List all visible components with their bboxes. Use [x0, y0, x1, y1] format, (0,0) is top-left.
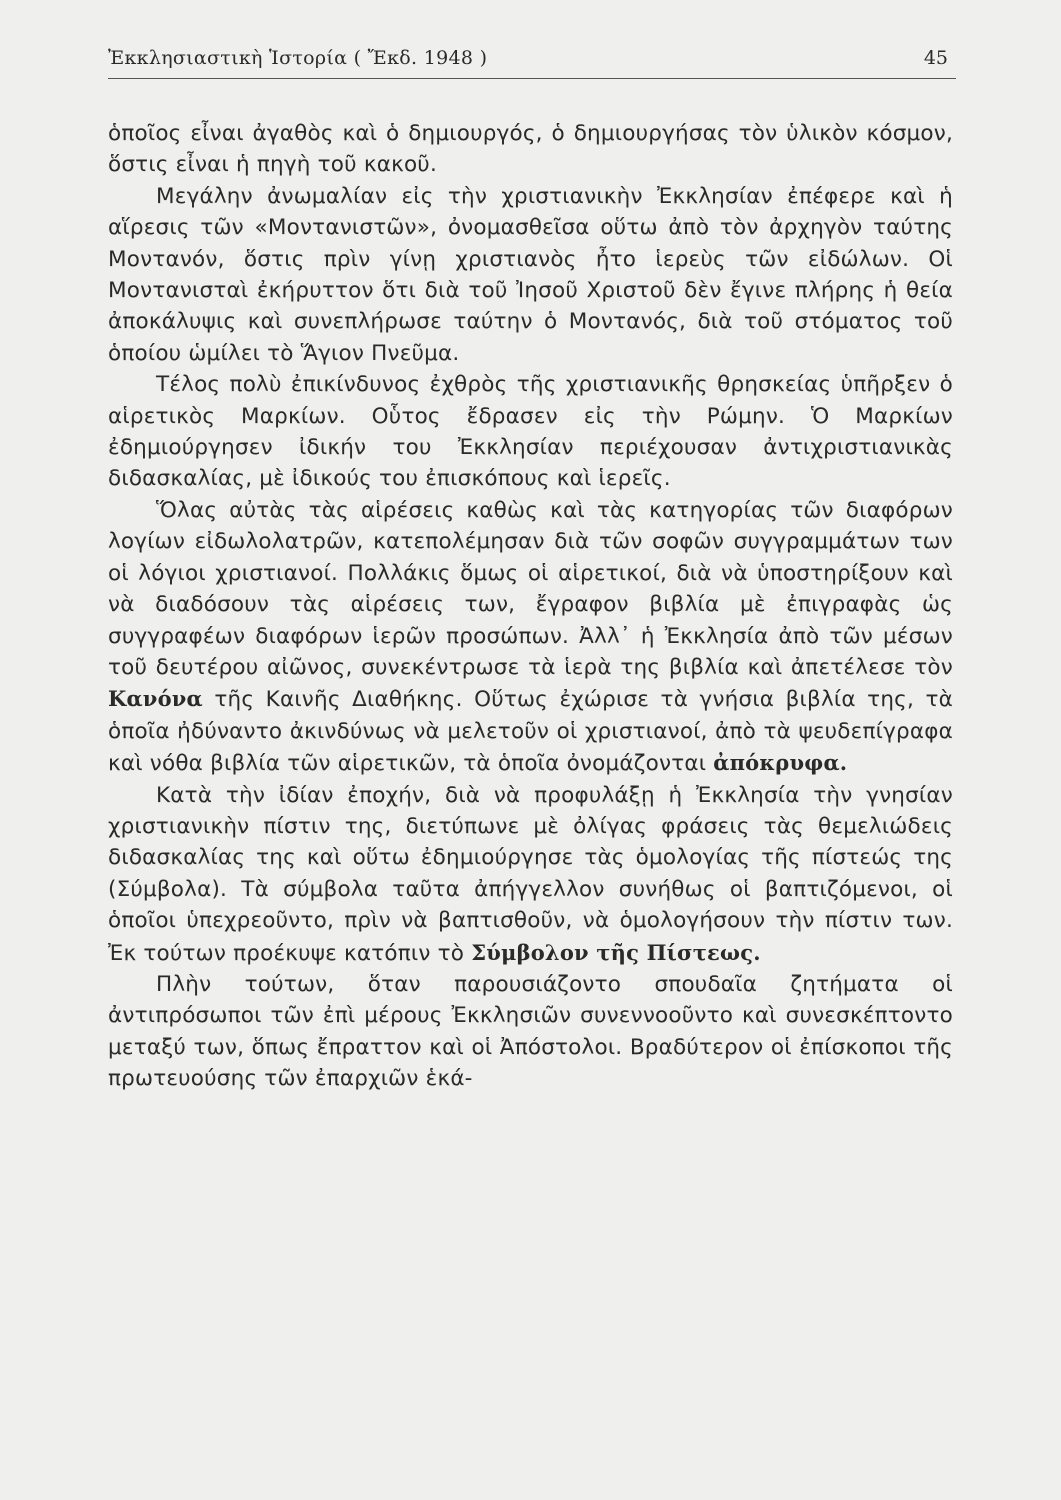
text-segment: Ὅλας αὐτὰς τὰς αἱρέσεις καθὼς καὶ τὰς κατηγορίας τῶν διαφόρων λογίων εἰδωλολατρῶν, κατεπολέμησαν διὰ τῶν σοφῶν συγγραμμάτων των οἱ λόγιοι χριστιανοί. Πολλάκις ὅμως οἱ αἱρετικοί, διὰ νὰ ὑποστηρίξουν καὶ νὰ διαδόσουν τὰς αἱρέσεις των, ἔγραφον βιβλία μὲ ἐπιγραφὰς ὡς συγγραφέων διαφόρων ἱερῶν προσώπων. Ἀλλ᾽ ἡ Ἐκκλησία ἀπὸ τῶν μέσων τοῦ δευτέρου αἰῶνος, συνεκέντρωσε τὰ ἱερὰ της βιβλία καὶ ἀπετέλεσε τὸν — [108, 497, 953, 680]
paragraph-2-montanists — [108, 181, 953, 369]
bold-term-creed: Σύμβολον τῆς Πίστεως. — [471, 939, 761, 965]
page-number: 45 — [923, 47, 948, 69]
paragraph-5-creed — [108, 780, 953, 969]
text-segment: Κατὰ τὴν ἰδίαν ἐποχήν, διὰ νὰ προφυλάξῃ ἡ Ἐκκλησία τὴν γνησίαν χριστιανικὴν πίστιν της, διετύπωνε μὲ ὀλίγας φράσεις τὰς θεμελιώδεις διδασκαλίας της καὶ οὕτω ἐδημιούργησε τὰς ὁμολογίας τῆς πίστεώς της (Σύμβολα). Τὰ σύμβολα ταῦτα ἀπήγγελλον συνήθως οἱ βαπτιζόμενοι, οἱ ὁποῖοι ὑπεχρεοῦντο, πρὶν νὰ βαπτισθοῦν, νὰ ὁμολογήσουν τὴν πίστιν των. Ἐκ τούτων προέκυψε κατόπιν τὸ — [108, 782, 953, 966]
text-segment: Μεγάλην ἀνωμαλίαν εἰς τὴν χριστιανικὴν Ἐκκλησίαν ἐπέφερε καὶ ἡ αἵρεσις τῶν «Μοντανιστῶν», ὀνομασθεῖσα οὕτω ἀπὸ τὸν ἀρχηγὸν ταύτης Μοντανόν, ὅστις πρὶν γίνῃ χριστιανὸς ἦτο ἱερεὺς τῶν εἰδώλων. Οἱ Μοντανισταὶ ἐκήρυττον ὅτι διὰ τοῦ Ἰησοῦ Χριστοῦ δὲν ἔγινε πλήρης ἡ θεία ἀποκάλυψις καὶ συνεπλήρωσε ταύτην ὁ Μοντανός, διὰ τοῦ στόματος τοῦ ὁποίου ὡμίλει τὸ Ἅγιον Πνεῦμα. — [108, 183, 953, 366]
paragraph-3-marcion — [108, 369, 953, 495]
running-title: Ἐκκλησιαστικὴ Ἱστορία ( Ἔκδ. 1948 ) — [108, 47, 488, 69]
text-segment: ὁποῖος εἶναι ἀγαθὸς καὶ ὁ δημιουργός, ὁ δημιουργήσας τὸν ὑλικὸν κόσμον, ὅστις εἶναι ἡ πηγὴ τοῦ κακοῦ. — [108, 121, 953, 178]
text-segment: Τέλος πολὺ ἐπικίνδυνος ἐχθρὸς τῆς χριστιανικῆς θρησκείας ὑπῆρξεν ὁ αἱρετικὸς Μαρκίων. Οὗτος ἔδρασεν εἰς τὴν Ρώμην. Ὁ Μαρκίων ἐδημιούργησεν ἰδικήν του Ἐκκλησίαν περιέχουσαν ἀντιχριστιανικὰς διδασκαλίας, μὲ ἰδικούς του ἐπισκόπους καὶ ἱερεῖς. — [108, 372, 953, 492]
body-text — [108, 118, 953, 1095]
paragraph-1 — [108, 118, 953, 181]
paragraph-4-canon — [108, 495, 953, 780]
bold-term-apocrypha: ἀπόκρυφα. — [713, 750, 848, 776]
paragraph-6-synods — [108, 969, 953, 1095]
text-segment: τῆς Καινῆς Διαθήκης. Οὕτως ἐχώρισε τὰ γνήσια βιβλία της, τὰ ὁποῖα ἠδύναντο ἀκινδύνως νὰ μελετοῦν οἱ χριστιανοί, ἀπὸ τὰ ψευδεπίγραφα καὶ νόθα βιβλία τῶν αἱρετικῶν, τὰ ὁποῖα ὀνομάζονται — [108, 687, 953, 777]
bold-term-canon: Κανόνα — [108, 686, 203, 712]
page-header — [108, 42, 956, 79]
text-segment: Πλὴν τούτων, ὅταν παρουσιάζοντο σπουδαῖα ζητήματα οἱ ἀντιπρόσωποι τῶν ἐπὶ μέρους Ἐκκλησιῶν συνεννοοῦντο καὶ συνεσκέπτοντο μεταξύ των, ὅπως ἔπραττον καὶ οἱ Ἀπόστολοι. Βραδύτερον οἱ ἐπίσκοποι τῆς πρωτευούσης τῶν ἐπαρχιῶν ἑκά- — [108, 971, 953, 1092]
